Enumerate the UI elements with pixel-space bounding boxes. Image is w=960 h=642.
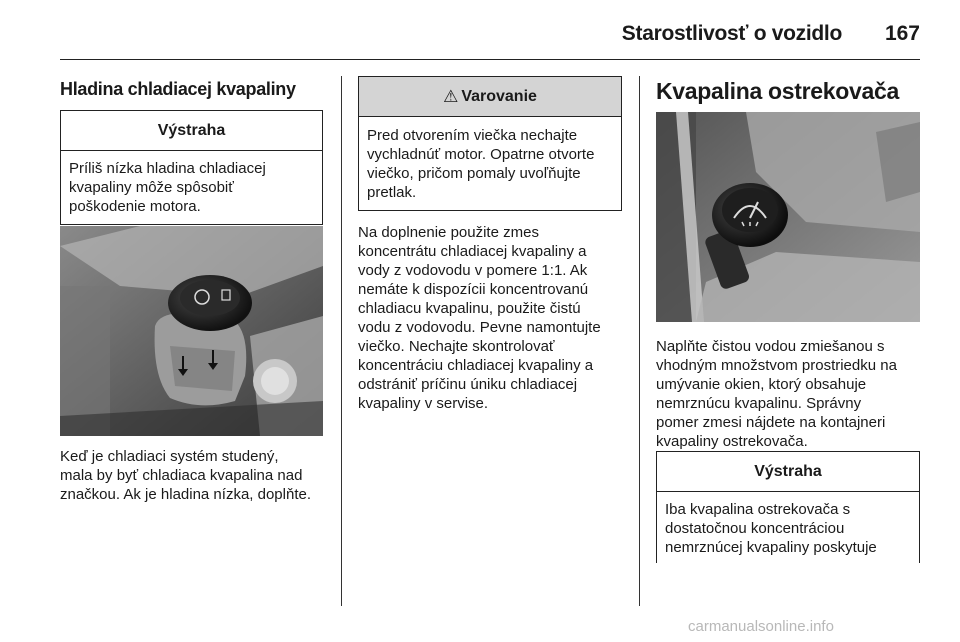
text-line: viečko, pričom pomaly uvoľňujte	[367, 165, 581, 182]
text-line: vody z vodovodu v pomere 1:1. Ak	[358, 262, 588, 279]
text-line: kvapaliny v servise.	[358, 395, 489, 412]
text-line: chladiacu kvapalinu, použite čistú	[358, 300, 581, 317]
section-title: Starostlivosť o vozidlo	[621, 22, 842, 45]
text-line: Naplňte čistou vodou zmiešanou s	[656, 338, 885, 355]
caution-text	[61, 151, 322, 224]
text-line: dostatočnou koncentráciou	[665, 520, 845, 537]
warning-box	[358, 76, 622, 211]
text-line: koncentráciu chladiacej kvapaliny a	[358, 357, 594, 374]
page-number: 167	[884, 22, 920, 45]
text-line: nemáte k dispozícii koncentrovanú	[358, 281, 589, 298]
text-line: viečko. Nechajte skontrolovať	[358, 338, 555, 355]
column-divider	[639, 76, 640, 606]
washer-heading: Kvapalina ostrekovača	[656, 78, 899, 104]
warning-title-bar	[359, 77, 621, 117]
watermark: carmanualsonline.info	[688, 618, 834, 635]
column-washer-fluid	[656, 60, 920, 105]
coolant-paragraph	[60, 447, 330, 504]
text-line: koncentrátu chladiacej kvapaliny a	[358, 243, 587, 260]
column-warning	[358, 60, 622, 413]
text-line: poškodenie motora.	[69, 198, 201, 215]
text-line: kvapaliny ostrekovača.	[656, 433, 808, 450]
text-line: Pred otvorením viečka nechajte	[367, 127, 578, 144]
text-line: nemrznúcu kvapalinu. Správny	[656, 395, 862, 412]
text-line: nemrznúcej kvapaliny poskytuje	[665, 539, 877, 556]
text-line: umývanie okien, ktorý obsahuje	[656, 376, 867, 393]
text-line: odstrániť príčinu úniku chladiacej	[358, 376, 578, 393]
text-line: vychladnúť motor. Opatrne otvorte	[367, 146, 595, 163]
page-header	[60, 14, 920, 54]
warning-title: Varovanie	[461, 87, 537, 105]
text-line: pretlak.	[367, 184, 417, 201]
washer-paragraph	[656, 337, 926, 451]
washer-caution-box	[656, 451, 920, 563]
text-line: vodu z vodovodu. Pevne namontujte	[358, 319, 601, 336]
column-coolant	[60, 60, 323, 225]
warning-triangle-icon: ⚠	[443, 86, 459, 106]
warning-text	[359, 117, 621, 210]
coolant-mix-paragraph	[358, 223, 622, 413]
text-line: kvapaliny môže spôsobiť	[69, 179, 234, 196]
text-line: Iba kvapalina ostrekovača s	[665, 501, 851, 518]
text-line: značkou. Ak je hladina nízka, doplňte.	[60, 486, 312, 503]
coolant-heading: Hladina chladiacej kvapaliny	[60, 79, 296, 99]
text-line: pomer zmesi nájdete na kontajneri	[656, 414, 886, 431]
text-line: vhodným množstvom prostriedku na	[656, 357, 897, 374]
text-line: Na doplnenie použite zmes	[358, 224, 539, 241]
text-line: Keď je chladiaci systém studený,	[60, 448, 279, 465]
caution-text	[657, 492, 919, 565]
caution-title: Výstraha	[657, 452, 919, 492]
column-divider	[341, 76, 342, 606]
washer-reservoir-photo	[656, 112, 920, 322]
caution-title: Výstraha	[61, 111, 322, 151]
text-line: mala by byť chladiaca kvapalina nad	[60, 467, 303, 484]
coolant-caution-box	[60, 110, 323, 225]
coolant-reservoir-photo	[60, 226, 323, 436]
text-line: Príliš nízka hladina chladiacej	[69, 160, 266, 177]
